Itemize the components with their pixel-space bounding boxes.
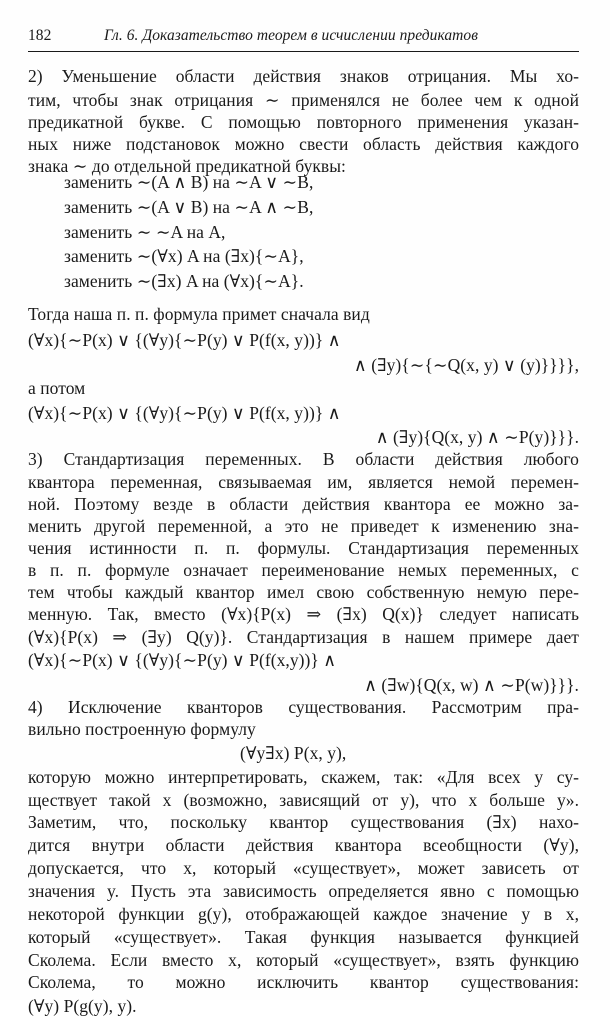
text-line: ной. Поэтому везде в области действия квантора ее можно за- bbox=[28, 494, 579, 514]
text-line: Сколема, то можно исключить квантор существования: bbox=[28, 972, 579, 992]
text-line: а потом bbox=[28, 378, 86, 398]
formula-line: ∧ (∃w){Q(x, w) ∧ ∼P(w)}}}. bbox=[364, 675, 579, 695]
header-rule bbox=[28, 51, 579, 52]
substitution-rule: заменить ∼(A ∨ B) на ∼A ∧ ∼B, bbox=[64, 197, 314, 217]
text-line: который «существует». Такая функция называется функцией bbox=[28, 927, 579, 947]
text-line: тим, чтобы знак отрицания ∼ применялся не более чем к одной bbox=[28, 90, 579, 110]
text-line: Сколема. Если вместо x, который «существует», взять функцию bbox=[28, 950, 579, 970]
text-line: (∀x){P(x) ⇒ (∃y) Q(y)}. Стандартизация в нашем примере дает bbox=[28, 627, 579, 647]
substitution-rule: заменить ∼(A ∧ B) на ∼A ∨ ∼B, bbox=[64, 172, 314, 192]
text-line: менную. Так, вместо (∀x){P(x) ⇒ (∃x) Q(x)} следует написать bbox=[28, 604, 579, 624]
formula-line: (∀x){∼P(x) ∨ {(∀y){∼P(y) ∨ P(f(x, y))} ∧ bbox=[28, 403, 341, 423]
text-line: чения истинности п. п. формулы. Стандартизация переменных bbox=[28, 538, 579, 558]
text-line: в п. п. формуле означает переименование немых переменных, с bbox=[28, 560, 579, 580]
text-line: значения y. Пусть эта зависимость определяется явно с помощью bbox=[28, 881, 579, 901]
text-line: вильно построенную формулу bbox=[28, 719, 256, 739]
formula-line: (∀x){∼P(x) ∨ {(∀y){∼P(y) ∨ P(f(x,y))} ∧ bbox=[28, 650, 337, 670]
substitution-rule: заменить ∼(∀x) A на (∃x){∼A}, bbox=[64, 246, 304, 266]
text-line: некоторой функции g(y), отображающей каждое значение y в x, bbox=[28, 904, 579, 924]
formula-line: (∀x){∼P(x) ∨ {(∀y){∼P(y) ∨ P(f(x, y))} ∧ bbox=[28, 330, 341, 350]
text-line: 2) Уменьшение области действия знаков отрицания. Мы хо- bbox=[28, 66, 579, 86]
text-line: тем чтобы каждый квантор имел свою собственную немую пере- bbox=[28, 582, 579, 602]
text-line: дится внутри области действия квантора всеобщности (∀y), bbox=[28, 835, 579, 855]
text-line: предикатной букве. С помощью повторного применения указан- bbox=[28, 112, 579, 132]
text-line: знака ∼ до отдельной предикатной буквы: bbox=[28, 156, 346, 176]
text-line: ществует такой x (возможно, зависящий от y), что x больше y». bbox=[28, 790, 579, 810]
formula-line: (∀y) P(g(y), y). bbox=[28, 996, 137, 1016]
running-title: Гл. 6. Доказательство теорем в исчислении предикатов bbox=[104, 27, 478, 44]
text-line: менить другой переменной, а это не приведет к изменению зна- bbox=[28, 516, 579, 536]
text-line: допускается, что x, который «существует», может зависеть от bbox=[28, 858, 579, 878]
text-line: Заметим, что, поскольку квантор существования (∃x) нахо- bbox=[28, 812, 579, 832]
text-line: Тогда наша п. п. формула примет сначала вид bbox=[28, 304, 370, 324]
formula-line: ∧ (∃y){Q(x, y) ∧ ∼P(y)}}}. bbox=[375, 427, 579, 447]
substitution-rule: заменить ∼ ∼A на A, bbox=[64, 222, 226, 242]
formula-line: (∀y∃x) P(x, y), bbox=[240, 743, 347, 763]
text-line: которую можно интерпретировать, скажем, так: «Для всех y су- bbox=[28, 767, 579, 787]
text-line: ных ниже подстановок можно свести область действия каждого bbox=[28, 134, 579, 154]
formula-line: ∧ (∃y){∼{∼Q(x, y) ∨ (y)}}}}, bbox=[353, 355, 579, 375]
page-number: 182 bbox=[28, 27, 52, 44]
text-line: квантора переменная, связываемая им, является немой перемен- bbox=[28, 472, 579, 492]
substitution-rule: заменить ∼(∃x) A на (∀x){∼A}. bbox=[64, 271, 304, 291]
text-line: 3) Стандартизация переменных. В области действия любого bbox=[28, 449, 579, 469]
text-line: 4) Исключение кванторов существования. Рассмотрим пра- bbox=[28, 697, 579, 717]
